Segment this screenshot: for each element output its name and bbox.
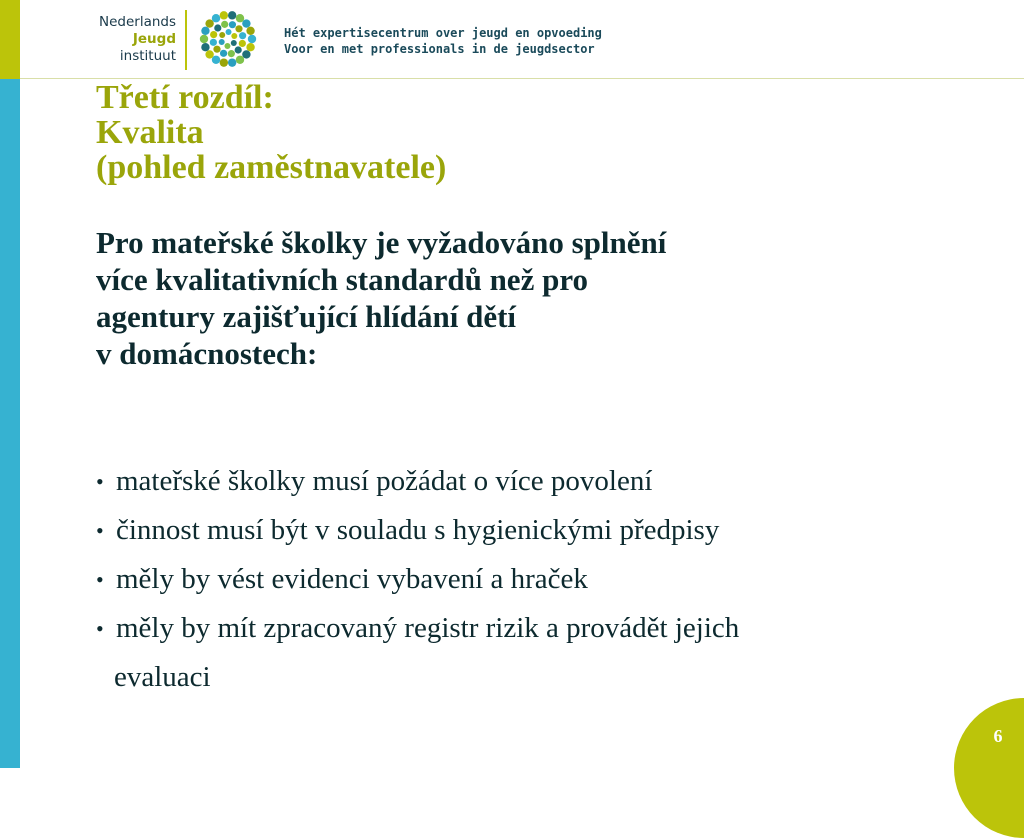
logo-dot	[212, 14, 220, 22]
intro-line: více kvalitativních standardů než pro	[96, 262, 589, 297]
logo-dot	[201, 27, 209, 35]
logo-dot	[231, 40, 237, 46]
logo-dot	[205, 50, 213, 58]
logo-dot	[228, 58, 236, 66]
tagline-line-2: Voor en met professionals in de jeugdsector	[284, 42, 595, 56]
logo-dot	[235, 25, 242, 32]
logo-dot	[242, 50, 250, 58]
slide-title	[96, 80, 976, 185]
logo-dot	[212, 56, 220, 64]
logo-dot	[236, 56, 244, 64]
logo-dot	[200, 35, 208, 43]
logo-dot	[246, 43, 254, 51]
intro-line: Pro mateřské školky je vyžadováno splnění	[96, 225, 667, 260]
list-item-text: měly by vést evidenci vybavení a hraček	[116, 563, 588, 595]
logo-dot	[226, 29, 232, 35]
intro-line: agentury zajišťující hlídání dětí	[96, 299, 517, 334]
logo-dot	[220, 50, 227, 57]
logo-divider	[185, 10, 187, 70]
intro-paragraph	[96, 224, 976, 372]
logo-line-3: instituut	[119, 48, 176, 64]
page-number: 6	[993, 726, 1003, 746]
logo-dot	[220, 11, 228, 19]
page-number-badge	[954, 698, 1024, 838]
tagline-line-1: Hét expertisecentrum over jeugd en opvoeding	[284, 26, 602, 40]
list-item	[96, 509, 976, 558]
bullet-icon: •	[96, 567, 104, 592]
list-item-continuation: evaluaci	[114, 661, 211, 693]
logo-dot	[219, 39, 225, 45]
logo-dot	[221, 21, 228, 28]
bullet-icon: •	[96, 616, 104, 641]
logo-dot	[205, 19, 213, 27]
logo-dot	[220, 58, 228, 66]
logo-dot	[246, 27, 254, 35]
top-accent-bar	[0, 0, 20, 79]
list-item-text: měly by mít zpracovaný registr rizik a provádět jejich	[116, 612, 740, 644]
logo-dot	[210, 31, 217, 38]
title-line: Kvalita	[96, 114, 204, 151]
logo-dot	[239, 40, 246, 47]
bullet-icon: •	[96, 518, 104, 543]
logo-dot	[235, 46, 242, 53]
left-side-bar	[0, 79, 20, 768]
logo-dot	[214, 24, 221, 31]
logo-dot	[219, 32, 225, 38]
logo-dot	[239, 32, 246, 39]
logo-dot	[231, 33, 237, 39]
logo-wordmark	[96, 14, 176, 65]
logo-circle-icon	[198, 9, 258, 69]
logo-dot	[228, 11, 236, 19]
logo-line-2: Jeugd	[132, 31, 176, 47]
list-item-text: činnost musí být v souladu s hygienickými předpisy	[116, 514, 720, 546]
title-line: (pohled zaměstnavatele)	[96, 149, 447, 186]
logo-dot	[248, 35, 256, 43]
logo-dot	[224, 43, 230, 49]
logo-dot	[213, 46, 220, 53]
logo-dot	[210, 39, 217, 46]
intro-line: v domácnostech:	[96, 336, 318, 371]
bullet-list	[96, 460, 976, 698]
list-item-text: mateřské školky musí požádat o více povolení	[116, 465, 653, 497]
list-item	[96, 607, 976, 656]
bullet-icon: •	[96, 469, 104, 494]
logo-dot	[228, 50, 235, 57]
logo-line-1: Nederlands	[98, 14, 176, 30]
header-tagline	[284, 25, 602, 57]
logo-dot	[201, 43, 209, 51]
title-line: Třetí rozdíl:	[96, 79, 274, 116]
list-item	[96, 460, 976, 509]
list-item	[96, 558, 976, 607]
logo-dot	[242, 19, 250, 27]
logo-dot	[236, 14, 244, 22]
logo-dot	[229, 21, 236, 28]
